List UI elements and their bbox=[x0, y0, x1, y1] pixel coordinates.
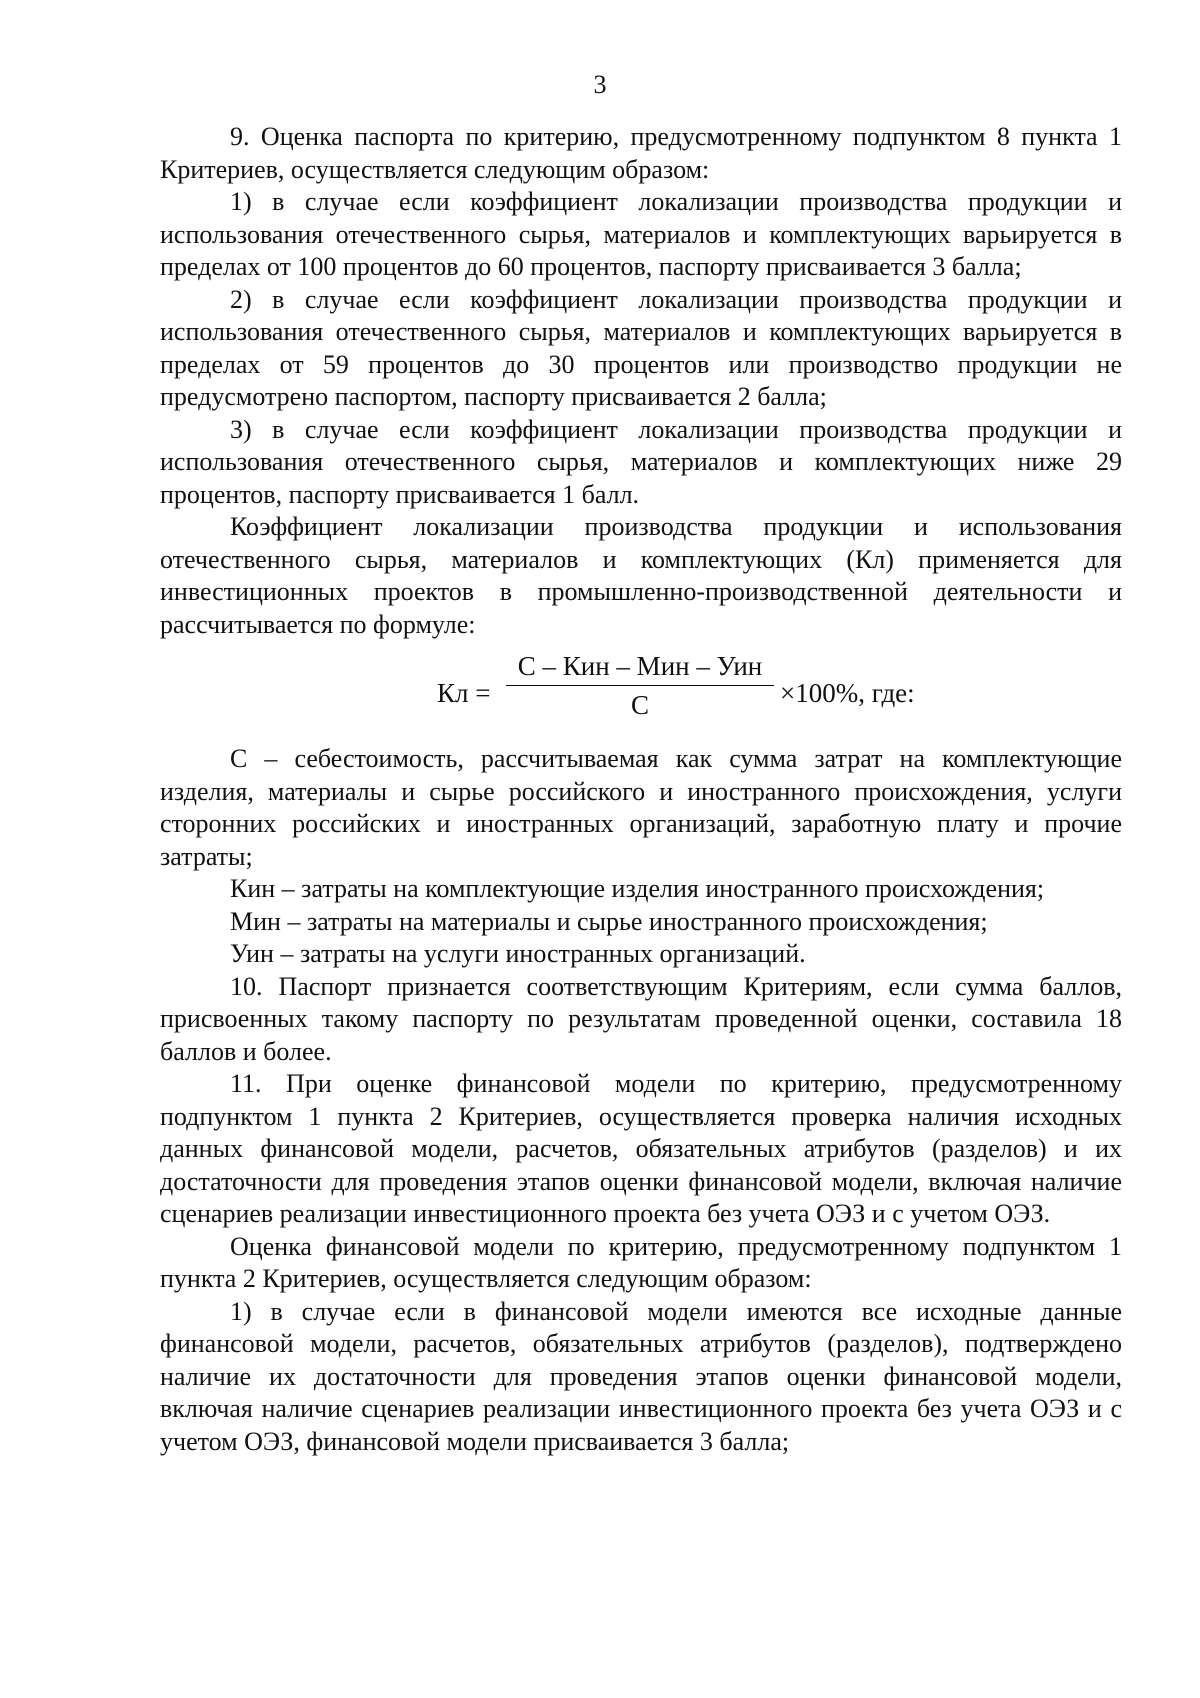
formula-rhs: ×100%, где: bbox=[780, 678, 915, 708]
page-number: 3 bbox=[593, 70, 607, 99]
definition-kin: Кин – затраты на комплектующие изделия иностранного происхождения; bbox=[230, 874, 1045, 903]
formula-fraction bbox=[506, 649, 774, 722]
paragraph-11: 11. При оценке финансовой модели по критерию, предусмотренному подпунктом 1 пункта 2 Критериев, осуществляется проверка наличия исходных данных финансовой модели, расчетов, обязательных атрибутов (разделов) и их достаточности для проведения этапов оценки финансовой модели, включая наличие сценариев реализации инвестиционного проекта без учета ОЭЗ и с учетом ОЭЗ. bbox=[160, 1069, 1122, 1228]
formula bbox=[160, 649, 1122, 737]
paragraph-financial-model: Оценка финансовой модели по критерию, предусмотренному подпунктом 1 пункта 2 Критериев, осуществляется следующим образом: bbox=[160, 1231, 1122, 1293]
formula-lhs: Кл = bbox=[437, 678, 491, 708]
definition-uin: Уин – затраты на услуги иностранных организаций. bbox=[230, 939, 806, 968]
list-item-9-1: 1) в случае если коэффициент локализации производства продукции и использования отечественного сырья, материалов и комплектующих варьируется в пределах от 100 процентов до 60 процентов, паспорту присваивается 3 балла; bbox=[160, 187, 1122, 281]
fraction-bar bbox=[506, 685, 774, 686]
paragraph-9: 9. Оценка паспорта по критерию, предусмотренному подпунктом 8 пункта 1 Критериев, осуществляется следующим образом: bbox=[160, 122, 1122, 184]
definition-c: С – себестоимость, рассчитываемая как сумма затрат на комплектующие изделия, материалы и сырье российского и иностранного происхождения, услуги сторонних российских и иностранных организаций, заработную плату и прочие затраты; bbox=[160, 744, 1122, 871]
list-item-9-3: 3) в случае если коэффициент локализации производства продукции и использования отечественного сырья, материалов и комплектующих ниже 29 процентов, паспорту присваивается 1 балл. bbox=[160, 414, 1122, 509]
document-body bbox=[160, 121, 1122, 1458]
formula-numerator: С – Кин – Мин – Уин bbox=[517, 651, 763, 681]
list-item-11-1: 1) в случае если в финансовой модели имеются все исходные данные финансовой модели, расчетов, обязательных атрибутов (разделов), подтверждено наличие их достаточности для проведения этапов оценки финансовой модели, включая наличие сценариев реализации инвестиционного проекта без учета ОЭЗ и с учетом ОЭЗ, финансовой модели присваивается 3 балла; bbox=[160, 1296, 1122, 1456]
formula-denominator: С bbox=[630, 690, 649, 720]
definition-min: Мин – затраты на материалы и сырье иностранного происхождения; bbox=[230, 906, 988, 936]
paragraph-coefficient: Коэффициент локализации производства продукции и использования отечественного сырья, материалов и комплектующих (Кл) применяется для инвестиционных проектов в промышленно-производственной деятельности и рассчитывается по формуле: bbox=[160, 512, 1122, 639]
paragraph-10: 10. Паспорт признается соответствующим Критериям, если сумма баллов, присвоенных такому паспорту по результатам проведенной оценки, составила 18 баллов и более. bbox=[160, 971, 1122, 1066]
list-item-9-2: 2) в случае если коэффициент локализации производства продукции и использования отечественного сырья, материалов и комплектующих варьируется в пределах от 59 процентов до 30 процентов или производство продукции не предусмотрено паспортом, паспорту присваивается 2 балла; bbox=[160, 284, 1122, 411]
